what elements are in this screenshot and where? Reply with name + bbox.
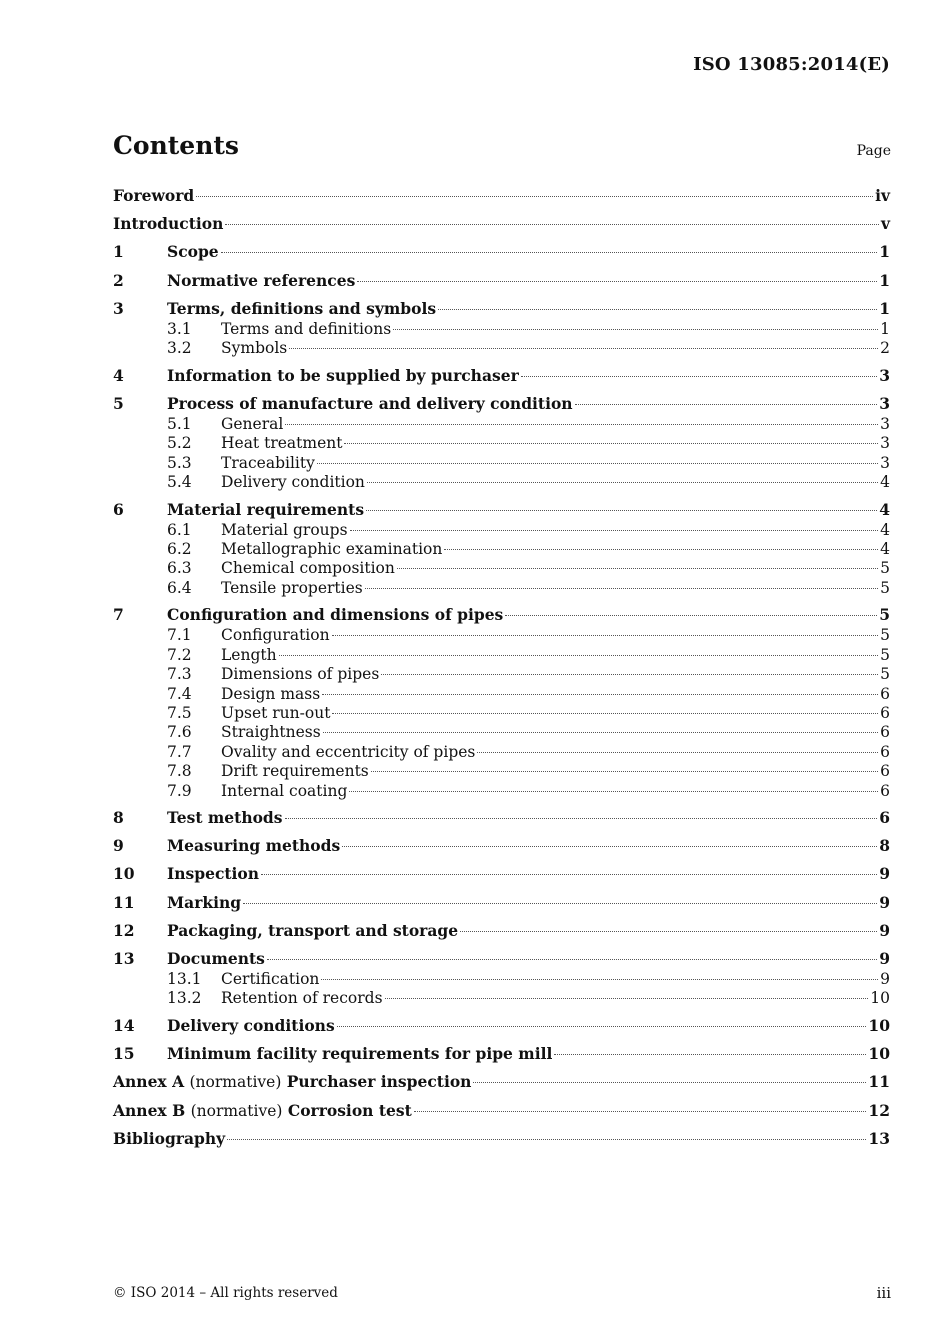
toc-title-text: Bibliography	[113, 1128, 226, 1148]
toc-entry-title	[167, 1043, 552, 1065]
toc-page-number: 9	[879, 864, 890, 884]
toc-subentry[interactable]	[113, 320, 890, 339]
toc-title-text: Configuration and dimensions of pipes	[167, 605, 504, 625]
toc-page-number: 3	[879, 393, 890, 413]
toc-entry-title	[221, 743, 475, 762]
toc-entry-title	[221, 579, 363, 598]
toc-title-text: Straightness	[221, 723, 321, 742]
toc-title-text: Foreword	[113, 186, 195, 205]
dot-leader	[285, 818, 878, 819]
toc-page-number: 1	[879, 242, 890, 262]
table-of-contents	[113, 185, 890, 1150]
toc-title-text: Delivery condition	[221, 473, 365, 492]
toc-subentry-number: 3.2	[167, 339, 192, 358]
toc-page-number: 4	[880, 540, 890, 559]
toc-entry-number: 11	[113, 892, 135, 912]
toc-page-number: 9	[879, 892, 890, 912]
dot-leader	[385, 998, 869, 999]
toc-entry-title	[167, 604, 503, 626]
dot-leader	[444, 549, 878, 550]
dot-leader	[267, 959, 877, 960]
dot-leader	[196, 196, 873, 197]
toc-page-number: iv	[875, 186, 890, 205]
dot-leader	[342, 846, 877, 847]
dot-leader	[261, 874, 877, 875]
toc-entry[interactable]	[113, 801, 890, 829]
toc-subentry-number: 7.5	[167, 703, 192, 722]
dot-leader	[505, 615, 877, 616]
toc-entry[interactable]	[113, 235, 890, 263]
toc-entry-title	[167, 270, 355, 292]
toc-page-number: 4	[880, 520, 890, 539]
toc-page-number: 5	[880, 578, 890, 597]
document-id: ISO 13085:2014(E)	[693, 54, 890, 75]
toc-entry-title	[221, 970, 319, 989]
toc-page-number: 11	[868, 1072, 890, 1092]
toc-entry-title	[221, 540, 442, 559]
toc-title-text: Annex B	[113, 1100, 186, 1120]
toc-entry-title	[167, 863, 259, 885]
toc-subentry[interactable]	[113, 646, 890, 665]
toc-entry-title	[113, 213, 223, 235]
toc-title-text: Retention of records	[221, 989, 383, 1008]
toc-entry[interactable]	[113, 263, 890, 291]
toc-page-number: 9	[879, 920, 890, 940]
toc-entry-number: 12	[113, 920, 135, 940]
dot-leader	[321, 979, 878, 980]
toc-page-number: 3	[880, 453, 890, 472]
toc-entry-title	[221, 626, 330, 645]
toc-subentry-number: 6.2	[167, 540, 192, 559]
toc-title-text: Documents	[167, 949, 265, 969]
toc-title-text: Design mass	[221, 684, 321, 703]
toc-entry-title	[167, 393, 573, 415]
dot-leader	[438, 309, 877, 310]
toc-subentry-number: 5.3	[167, 453, 192, 472]
dot-leader	[317, 463, 878, 464]
dot-leader	[473, 1082, 866, 1083]
dot-leader	[357, 281, 877, 282]
toc-subentry-number: 5.1	[167, 414, 192, 433]
toc-entry[interactable]	[113, 359, 890, 387]
toc-subentry-number: 13.1	[167, 970, 202, 989]
dot-leader	[332, 713, 878, 714]
annex-title-text: Purchaser inspection	[286, 1072, 472, 1092]
dot-leader	[349, 791, 878, 792]
toc-title-text: Material groups	[221, 520, 348, 539]
toc-page-number: 4	[879, 499, 890, 519]
toc-subentry[interactable]	[113, 989, 890, 1008]
dot-leader	[323, 732, 878, 733]
toc-subentry[interactable]	[113, 434, 890, 453]
toc-entry-title	[221, 339, 287, 358]
toc-page-number: 6	[880, 762, 890, 781]
toc-entry-title	[221, 762, 369, 781]
toc-entry[interactable]	[113, 1122, 890, 1150]
toc-entry-number: 15	[113, 1044, 135, 1064]
toc-title-text: Metallographic examination	[221, 540, 443, 559]
copyright-notice: © ISO 2014 – All rights reserved	[113, 1285, 338, 1301]
toc-entry-title	[221, 521, 348, 540]
toc-title-text: Inspection	[167, 864, 260, 884]
toc-title-text: Internal coating	[221, 781, 348, 800]
toc-title-text: Tensile properties	[221, 578, 363, 597]
toc-title-text: Length	[221, 645, 277, 664]
dot-leader	[460, 931, 877, 932]
toc-entry-title	[221, 454, 315, 473]
toc-subentry-number: 7.9	[167, 781, 192, 800]
annex-normative-note: (normative)	[190, 1101, 283, 1120]
toc-page-number: 3	[880, 434, 890, 453]
toc-entry[interactable]	[113, 829, 890, 857]
toc-entry-number: 8	[113, 808, 124, 828]
toc-entry[interactable]	[113, 1065, 890, 1093]
annex-title-text: Corrosion test	[287, 1100, 412, 1120]
toc-page-number: 10	[868, 1044, 890, 1064]
toc-subentry[interactable]	[113, 540, 890, 559]
toc-entry-title	[221, 320, 391, 339]
dot-leader	[393, 329, 878, 330]
toc-subentry-number: 3.1	[167, 319, 192, 338]
toc-subentry[interactable]	[113, 473, 890, 492]
toc-title-text: Measuring methods	[167, 836, 341, 856]
toc-page-number: 3	[879, 365, 890, 385]
dot-leader	[365, 588, 878, 589]
toc-entry-title	[221, 559, 395, 578]
dot-leader	[332, 635, 879, 636]
dot-leader	[221, 252, 878, 253]
dot-leader	[225, 224, 879, 225]
toc-page-number: 1	[879, 270, 890, 290]
dot-leader	[350, 530, 879, 531]
toc-title-text: Normative references	[167, 270, 356, 290]
toc-subentry-number: 6.4	[167, 578, 192, 597]
toc-page-number: 13	[868, 1128, 890, 1148]
toc-subentry[interactable]	[113, 665, 890, 684]
dot-leader	[477, 752, 878, 753]
toc-entry-number: 7	[113, 605, 124, 625]
toc-entry-title	[167, 948, 265, 970]
toc-entry[interactable]	[113, 185, 890, 207]
toc-entry-title	[113, 1071, 471, 1093]
toc-title-text: Process of manufacture and delivery condition	[167, 393, 573, 413]
dot-leader	[344, 443, 878, 444]
dot-leader	[322, 694, 878, 695]
toc-subentry-number: 7.4	[167, 684, 192, 703]
toc-page-number: 4	[880, 473, 890, 492]
toc-entry-title	[221, 782, 347, 801]
annex-normative-note: (normative)	[189, 1073, 282, 1092]
toc-entry-title	[221, 723, 321, 742]
toc-page-number: v	[880, 214, 890, 234]
toc-page-number: 6	[880, 781, 890, 800]
toc-page-number: 6	[880, 742, 890, 761]
toc-title-text: Terms, definitions and symbols	[167, 298, 437, 318]
toc-entry-title	[167, 241, 219, 263]
page-number: iii	[876, 1284, 891, 1302]
toc-entry-title	[113, 1100, 412, 1122]
toc-entry-title	[167, 892, 241, 914]
toc-title-text: Scope	[167, 242, 219, 262]
toc-entry-title	[221, 704, 330, 723]
toc-subentry-number: 7.7	[167, 742, 192, 761]
toc-entry[interactable]	[113, 857, 890, 885]
toc-title-text: Test methods	[167, 808, 283, 828]
toc-title-text: Information to be supplied by purchaser	[167, 365, 519, 385]
toc-title-text: Marking	[167, 892, 242, 912]
toc-title-text: Packaging, transport and storage	[167, 920, 459, 940]
toc-entry-title	[167, 835, 340, 857]
toc-entry-title	[167, 920, 458, 942]
dot-leader	[285, 424, 878, 425]
dot-leader	[371, 771, 878, 772]
dot-leader	[414, 1111, 867, 1112]
dot-leader	[521, 376, 877, 377]
toc-page-number: 5	[880, 645, 890, 664]
toc-page-number: 10	[868, 1016, 890, 1036]
toc-page-number: 5	[880, 665, 890, 684]
toc-entry[interactable]	[113, 1009, 890, 1037]
toc-title-text: Traceability	[221, 453, 315, 472]
toc-entry-title	[167, 365, 519, 387]
toc-entry-number: 5	[113, 393, 124, 413]
toc-entry-title	[221, 415, 283, 434]
dot-leader	[554, 1054, 866, 1055]
toc-page-number: 6	[880, 703, 890, 722]
dot-leader	[366, 510, 877, 511]
toc-entry-number: 3	[113, 298, 124, 318]
toc-subentry-number: 5.4	[167, 473, 192, 492]
toc-subentry-number: 7.8	[167, 762, 192, 781]
toc-subentry-number: 5.2	[167, 434, 192, 453]
toc-entry-number: 9	[113, 836, 124, 856]
toc-entry-number: 1	[113, 242, 124, 262]
toc-entry-number: 6	[113, 499, 124, 519]
toc-page-number: 10	[870, 989, 890, 1008]
toc-entry-title	[167, 499, 364, 521]
toc-page-number: 5	[880, 559, 890, 578]
toc-page-number: 6	[880, 723, 890, 742]
dot-leader	[367, 482, 878, 483]
dot-leader	[279, 655, 879, 656]
toc-entry-title	[167, 807, 283, 829]
toc-entry-number: 10	[113, 864, 135, 884]
toc-title-text: Chemical composition	[221, 559, 395, 578]
toc-subentry[interactable]	[113, 579, 890, 598]
toc-subentry[interactable]	[113, 559, 890, 578]
toc-title-text: Configuration	[221, 626, 330, 645]
dot-leader	[381, 674, 878, 675]
toc-entry-title	[221, 434, 342, 453]
toc-title-text: Symbols	[221, 339, 288, 358]
toc-title-text: Dimensions of pipes	[221, 665, 380, 684]
toc-page-number: 12	[868, 1100, 890, 1120]
toc-subentry-number: 7.6	[167, 723, 192, 742]
toc-subentry[interactable]	[113, 415, 890, 434]
toc-entry-number: 14	[113, 1016, 135, 1036]
toc-title-text: Minimum facility requirements for pipe mill	[167, 1044, 553, 1064]
toc-page-number: 1	[879, 298, 890, 318]
toc-entry-title	[113, 185, 194, 207]
toc-title-text: Terms and definitions	[221, 319, 392, 338]
toc-entry-number: 4	[113, 365, 124, 385]
toc-subentry-number: 6.3	[167, 559, 192, 578]
page-column-label: Page	[856, 143, 891, 159]
toc-subentry-number: 6.1	[167, 520, 192, 539]
toc-entry[interactable]	[113, 492, 890, 520]
toc-subentry[interactable]	[113, 970, 890, 989]
toc-entry-number: 2	[113, 270, 124, 290]
toc-entry-title	[221, 665, 379, 684]
toc-entry[interactable]	[113, 942, 890, 970]
toc-title-text: Material requirements	[167, 499, 365, 519]
toc-entry-title	[167, 1015, 335, 1037]
toc-entry[interactable]	[113, 598, 890, 626]
toc-subentry[interactable]	[113, 454, 890, 473]
toc-page-number: 1	[880, 319, 890, 338]
toc-entry[interactable]	[113, 387, 890, 415]
toc-page-number: 5	[879, 605, 890, 625]
toc-page-number: 8	[879, 836, 890, 856]
toc-page-number: 5	[880, 626, 890, 645]
toc-entry-title	[221, 473, 365, 492]
toc-title-text: Upset run-out	[221, 703, 331, 722]
toc-entry-title	[167, 298, 436, 320]
toc-title-text: Delivery conditions	[167, 1016, 335, 1036]
toc-subentry[interactable]	[113, 339, 890, 358]
toc-page-number: 9	[880, 970, 890, 989]
toc-title-text: Heat treatment	[221, 434, 343, 453]
toc-subentry[interactable]	[113, 762, 890, 781]
toc-subentry[interactable]	[113, 521, 890, 540]
toc-page-number: 9	[879, 949, 890, 969]
toc-title-text: Drift requirements	[221, 762, 369, 781]
toc-entry-title	[221, 685, 320, 704]
toc-title-text: General	[221, 414, 284, 433]
contents-title: Contents	[113, 131, 240, 160]
dot-leader	[227, 1139, 866, 1140]
toc-subentry[interactable]	[113, 685, 890, 704]
toc-subentry-number: 7.3	[167, 665, 192, 684]
dot-leader	[397, 568, 878, 569]
toc-subentry-number: 13.2	[167, 989, 202, 1008]
dot-leader	[289, 348, 878, 349]
toc-entry-title	[221, 989, 383, 1008]
toc-entry-number: 13	[113, 949, 135, 969]
toc-subentry-number: 7.2	[167, 645, 192, 664]
toc-page-number: 6	[880, 684, 890, 703]
toc-title-text: Ovality and eccentricity of pipes	[221, 742, 476, 761]
toc-subentry[interactable]	[113, 704, 890, 723]
toc-subentry-number: 7.1	[167, 626, 192, 645]
toc-subentry[interactable]	[113, 723, 890, 742]
toc-title-text: Certification	[221, 970, 320, 989]
toc-title-text: Annex A	[113, 1072, 185, 1092]
dot-leader	[575, 404, 878, 405]
dot-leader	[243, 903, 877, 904]
toc-page-number: 6	[879, 808, 890, 828]
toc-page-number: 3	[880, 414, 890, 433]
toc-subentry[interactable]	[113, 782, 890, 801]
toc-entry[interactable]	[113, 207, 890, 235]
toc-entry[interactable]	[113, 885, 890, 913]
toc-entry[interactable]	[113, 914, 890, 942]
toc-subentry[interactable]	[113, 743, 890, 762]
toc-entry[interactable]	[113, 1093, 890, 1121]
toc-entry-title	[113, 1128, 225, 1150]
toc-page-number: 2	[880, 339, 890, 358]
toc-entry-title	[221, 646, 277, 665]
toc-entry[interactable]	[113, 292, 890, 320]
toc-title-text: Introduction	[113, 214, 224, 234]
dot-leader	[337, 1026, 867, 1027]
toc-subentry[interactable]	[113, 626, 890, 645]
toc-entry[interactable]	[113, 1037, 890, 1065]
